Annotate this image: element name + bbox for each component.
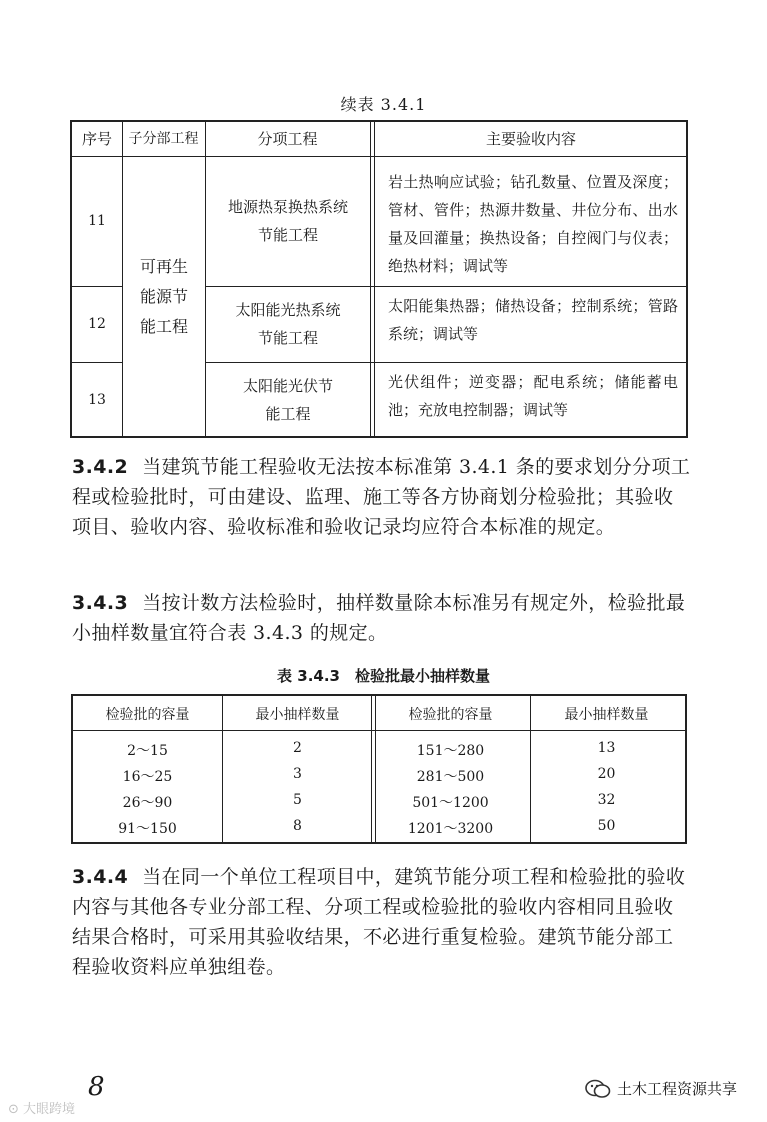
table1-caption: 续表 3.4.1 [340, 95, 427, 114]
clause-text: 当在同一个单位工程项目中，建筑节能分项工程和检验批的验收内容与其他各专业分部工程、分项工程或检验批的验收内容相同且验收结果合格时，可采用其验收结果，不必进行重复检验。建筑节能分部工程验收资料应单独组卷。 [72, 866, 686, 978]
table-row [73, 792, 685, 812]
footer-account [585, 1078, 737, 1099]
header-capacity: 检验批的容量 [105, 707, 190, 723]
cell: 281～500 [416, 769, 485, 785]
watermark [8, 1098, 75, 1117]
clause-number: 3.4.2 [72, 456, 129, 478]
row-13-no: 13 [88, 392, 106, 408]
table-row [73, 740, 685, 760]
cell: 1201～3200 [407, 821, 494, 837]
watermark-icon: ⊙ [8, 1102, 19, 1117]
clause-number: 3.4.4 [72, 866, 129, 888]
cell: 91～150 [118, 821, 177, 837]
cell: 3 [293, 766, 302, 782]
header-content: 主要验收内容 [485, 130, 576, 148]
header-min-samples: 最小抽样数量 [255, 707, 340, 723]
table-3-4-1-continued [70, 120, 688, 438]
cell: 2 [293, 740, 302, 756]
row-13-content: 光伏组件；逆变器；配电系统；储能蓄电池；充放电控制器；调试等 [388, 373, 678, 419]
table2-header-row [73, 704, 685, 724]
row-13-item: 太阳能光伏节能工程 [242, 377, 333, 423]
cell: 20 [597, 766, 616, 782]
clause-number: 3.4.3 [72, 592, 129, 614]
wechat-icon [585, 1079, 611, 1099]
header-divider [73, 730, 685, 731]
header-min-samples: 最小抽样数量 [564, 707, 649, 723]
header-no: 序号 [81, 130, 112, 148]
table-row [73, 818, 685, 838]
header-subdivision: 子分部工程 [128, 131, 199, 147]
col-divider [370, 122, 371, 436]
col-divider [122, 122, 123, 436]
cell: 50 [597, 818, 616, 834]
col-divider [374, 122, 375, 436]
cell: 13 [597, 740, 616, 756]
cell: 8 [293, 818, 302, 834]
cell: 5 [293, 792, 302, 808]
clause-3-4-4 [72, 862, 692, 984]
row-11-item: 地源热泵换热系统节能工程 [227, 198, 348, 244]
row-11-no: 11 [88, 213, 106, 229]
row-12-content: 太阳能集热器；储热设备；控制系统；管路系统；调试等 [388, 297, 678, 343]
cell: 32 [597, 792, 616, 808]
cell: 151～280 [416, 743, 485, 759]
col-divider [205, 122, 206, 436]
row-12-item: 太阳能光热系统节能工程 [235, 301, 341, 347]
cell: 2～15 [127, 743, 168, 759]
table-row [73, 766, 685, 786]
cell: 16～25 [122, 769, 173, 785]
header-item: 分项工程 [257, 130, 318, 148]
footer-label: 土木工程资源共享 [616, 1080, 737, 1098]
row-11-content: 岩土热响应试验；钻孔数量、位置及深度；管材、管件；热源井数量、井位分布、出水量及回灌量；换热设备；自控阀门与仪表；绝热材料；调试等 [388, 173, 678, 275]
clause-text: 当建筑节能工程验收无法按本标准第 3.4.1 条的要求划分分项工程或检验批时，可由建设、监理、施工等各方协商划分检验批；其验收项目、验收内容、验收标准和验收记录均应符合本标准的规定。 [72, 456, 691, 538]
table-3-4-3 [71, 694, 687, 844]
cell: 501～1200 [412, 795, 489, 811]
cell: 26～90 [122, 795, 173, 811]
table2-caption: 表 3.4.3 检验批最小抽样数量 [277, 667, 490, 685]
clause-3-4-2 [72, 452, 692, 574]
row-12-no: 12 [88, 316, 106, 332]
clause-3-4-3 [72, 588, 692, 650]
group-renewable-energy: 可再生能源节能工程 [139, 257, 188, 336]
page-number: 8 [88, 1072, 105, 1102]
clause-text: 当按计数方法检验时，抽样数量除本标准另有规定外，检验批最小抽样数量宜符合表 3.4.3 的规定。 [72, 592, 686, 644]
watermark-text: 大眼跨境 [23, 1102, 76, 1117]
header-capacity: 检验批的容量 [408, 707, 493, 723]
